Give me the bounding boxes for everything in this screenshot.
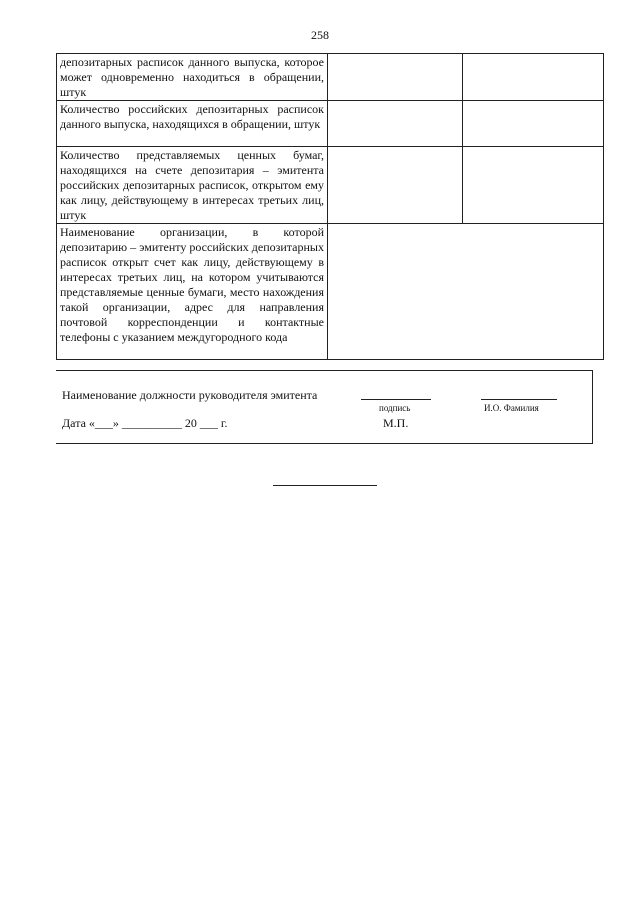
row-label: депозитарных расписок данного выпуска, которое может одновременно находиться в обращении, штук (57, 54, 328, 101)
signature-line (361, 399, 431, 400)
value-cell (328, 147, 463, 224)
value-cell (328, 54, 463, 101)
row-label: Количество представляемых ценных бумаг, находящихся на счете депозитария – эмитента российских депозитарных расписок, открытом ему как лицу, действующему в интересах третьих лиц, штук (57, 147, 328, 224)
stamp-label: М.П. (383, 416, 409, 430)
signature-caption: подпись (379, 403, 411, 413)
row-label: Количество российских депозитарных расписок данного выпуска, находящихся в обращении, штук (57, 101, 328, 147)
table-row (57, 101, 604, 147)
name-caption: И.О. Фамилия (484, 403, 539, 413)
value-cell (328, 224, 604, 360)
position-label: Наименование должности руководителя эмитента (62, 388, 318, 402)
value-cell (463, 101, 604, 147)
name-line (481, 399, 557, 400)
value-cell (463, 147, 604, 224)
table-row (57, 147, 604, 224)
table-row (57, 224, 604, 360)
value-cell (328, 101, 463, 147)
row-label: Наименование организации, в которой депозитарию – эмитенту российских депозитарных расписок открыт счет как лицу, действующему в интересах третьих лиц, на котором учитываются представляемые ценные бумаги, место нахождения такой организации, адрес для направления почтовой корреспонденции и контактные телефоны с указанием междугородного кода (57, 224, 328, 360)
table-row (57, 54, 604, 101)
end-divider (273, 485, 377, 486)
info-table (56, 53, 604, 360)
value-cell (463, 54, 604, 101)
page-number: 258 (311, 28, 329, 42)
signature-block (56, 370, 593, 444)
date-line: Дата «___» __________ 20 ___ г. (62, 416, 228, 430)
